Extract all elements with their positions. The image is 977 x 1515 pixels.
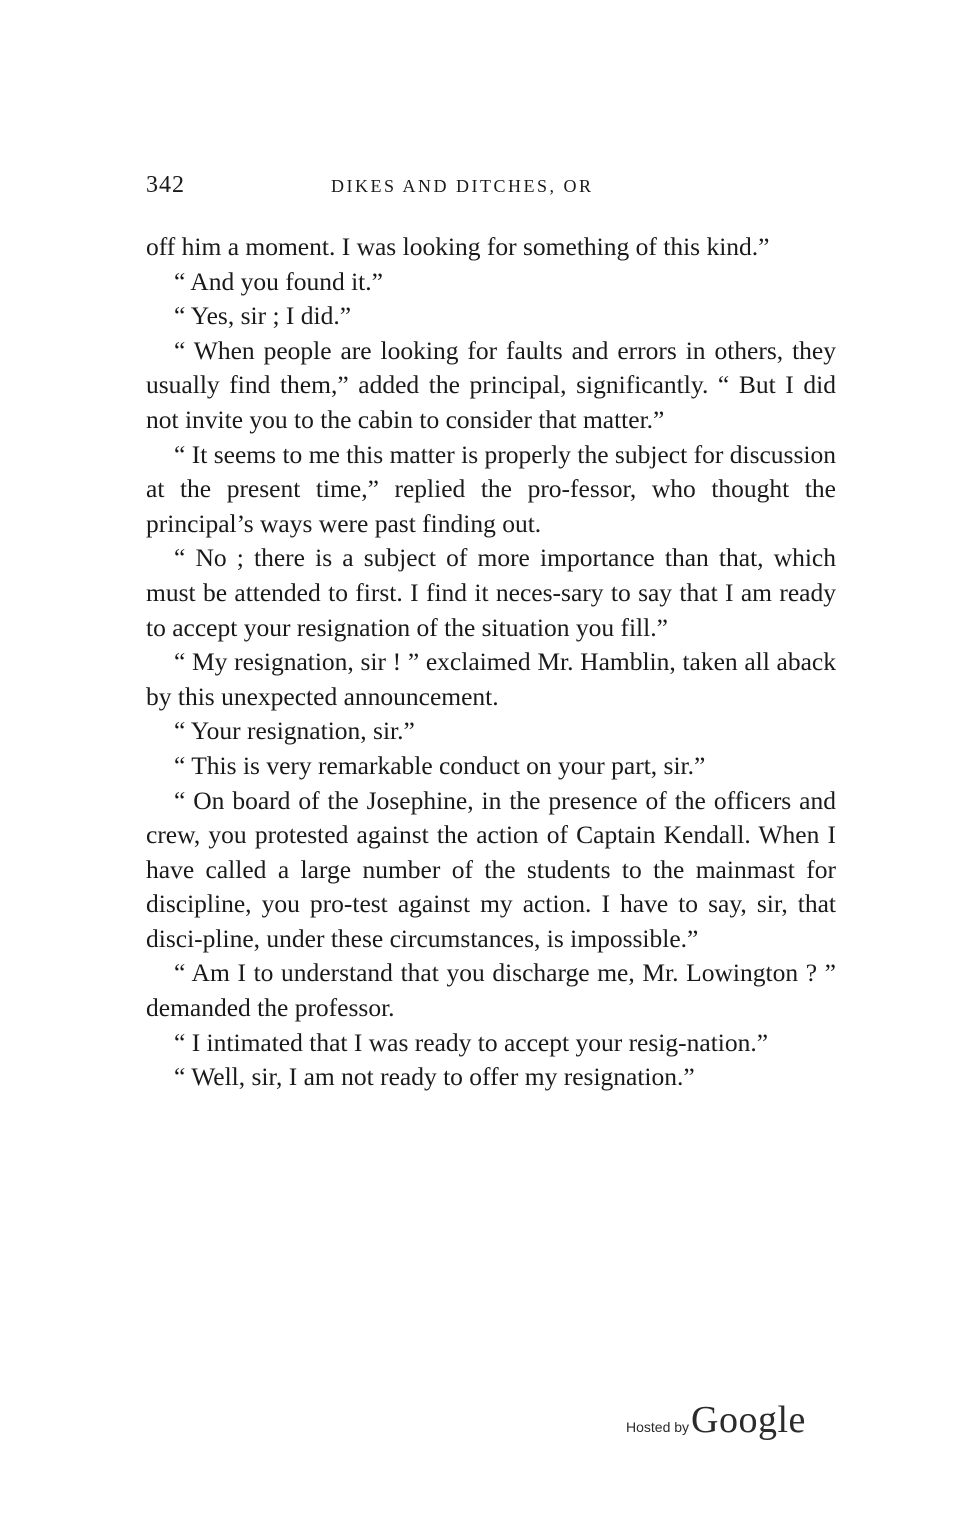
paragraph: “ Your resignation, sir.” — [174, 716, 415, 746]
page-number: 342 — [146, 172, 185, 198]
paragraph: “ My resignation, sir ! ” exclaimed Mr. Hamblin, taken all aback by this unexpected announcement. — [146, 647, 836, 711]
paragraph: “ I intimated that I was ready to accept your resig-nation.” — [174, 1027, 769, 1057]
hosted-by-google-watermark — [626, 1398, 806, 1448]
paragraph: off him a moment. I was looking for something of this kind.” — [146, 232, 770, 261]
paragraph: “ No ; there is a subject of more importance than that, which must be attended to first. I find it neces-sary to say that I am ready to accept your resignation of the situation you fill.” — [146, 543, 836, 642]
watermark-prefix: Hosted by — [626, 1419, 690, 1435]
paragraph: “ This is very remarkable conduct on your part, sir.” — [174, 750, 706, 780]
paragraph: “ Yes, sir ; I did.” — [174, 301, 352, 331]
running-head — [146, 172, 836, 202]
paragraph: “ It seems to me this matter is properly the subject for discussion at the present time,” replied the pro-fessor, who thought the principal’s ways were past finding out. — [146, 439, 836, 538]
body-text — [146, 230, 836, 1095]
google-logo: Google — [691, 1399, 806, 1441]
paragraph: “ When people are looking for faults and errors in others, they usually find them,” added the principal, significantly. “ But I did not invite you to the cabin to consider that matter.” — [146, 335, 836, 434]
running-title: DIKES AND DITCHES, OR — [331, 176, 594, 196]
paragraph: “ Well, sir, I am not ready to offer my resignation.” — [174, 1062, 695, 1092]
paragraph: “ And you found it.” — [174, 266, 383, 296]
paragraph: “ Am I to understand that you discharge me, Mr. Lowington ? ” demanded the professor. — [146, 958, 836, 1023]
paragraph: “ On board of the Josephine, in the presence of the officers and crew, you protested against the action of Captain Kendall. When I have called a large number of the students to the mainmast for discipline, you pro-test against my action. I have to say, sir, that disci-pline, under these circumstances, is impossible.” — [146, 785, 836, 953]
